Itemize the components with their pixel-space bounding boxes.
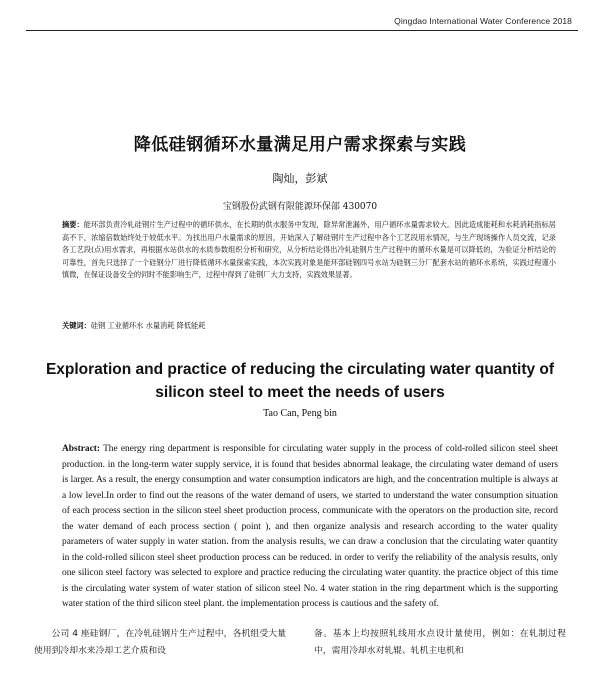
body-left-column: 公司 4 座硅钢厂，在冷轧硅钢片生产过程中，各机组受大量使用到冷却水来冷却工艺介质和设 — [34, 629, 286, 656]
english-title: Exploration and practice of reducing the circulating water quantity of silicon steel to meet the needs of users — [45, 361, 555, 401]
chinese-affiliation: 宝钢股份武钢有限能源环保部 430070 — [222, 202, 378, 212]
english-abstract-text: The energy ring department is responsible for circulating water supply in the process of cold-rolled silicon steel sheet production. in the long-term water supply service, it is found that besides abnormal leakage, the circulating water demand of users is larger. As a result, the energy consumption and water consumption indicators are high, and the concentration multiple is always at a low level.In order to find out the reasons of the water demand of users, we started to understand the water consumption situation of each process section in the silicon steel sheet production process, communicate with the operators on the production site, record the water demand of each process section ( point ), and then organize analysis and research according to the water quality parameters of water supply in water station. from the analysis results, we can draw a conclusion that the circulating water quantity in the cold-rolled silicon steel sheet production process can be reduced. in order to verify the reliability of the analysis results, only one silicon steel factory was selected to explore and practice reducing the circulating water quantity. the practice object of this time is the circulating water system of water station of silicon steel No. 4 water station in the ring department which is the supporting water station of the third silicon steel plant. the implementation process is cautious and the safety of. — [62, 444, 558, 609]
chinese-abstract — [62, 219, 556, 282]
chinese-authors: 陶灿，彭斌 — [272, 172, 328, 185]
english-abstract-label: Abstract: — [62, 444, 101, 454]
chinese-abstract-text: 能环部负责冷轧硅钢片生产过程中的循环供水，在长期的供水服务中发现，除异常泄漏外，用户循环水量需求较大。因此造成能耗和水耗消耗指标居高不下，浓缩倍数始终处于较低水平。为找出用户水量需求的原因，开始深入了解硅钢片生产过程中各个工艺段用水情况，与生产现场操作人员交流，记录各工艺段(点)用水需求，再根据水站供水的水质参数组织分析和研究，从分析结论得出冷轧硅钢片生产过程中的循环水量是可以降低的，为验证分析结论的可靠性，首先只选择了一个硅钢分厂进行降低循环水量探索实践，本次实践对象是能环部硅钢四号水站为硅钢三分厂配套水站的循环水系统，实践过程谨小慎微，在保证设备安全的同时不能影响生产，过程中得到了硅钢厂大力支持，实践效果显著。 — [62, 220, 556, 279]
english-abstract — [62, 442, 558, 613]
chinese-abstract-label: 摘要： — [62, 220, 84, 229]
chinese-title: 降低硅钢循环水量满足用户需求探索与实践 — [133, 135, 467, 155]
chinese-keywords — [62, 320, 556, 332]
english-authors: Tao Can, Peng bin — [263, 408, 337, 419]
running-header: Qingdao International Water Conference 2018 — [394, 16, 572, 26]
body-columns — [34, 626, 566, 660]
chinese-keywords-text: 硅钢 工业循环水 水量消耗 降低能耗 — [90, 321, 206, 330]
chinese-keywords-label: 关键词： — [62, 321, 91, 330]
body-right-column: 备。基本上均按照轧线用水点设计量使用，例如：在轧制过程中，需用冷却水对轧辊、轧机主电机和 — [314, 629, 566, 656]
header-rule — [26, 30, 578, 31]
